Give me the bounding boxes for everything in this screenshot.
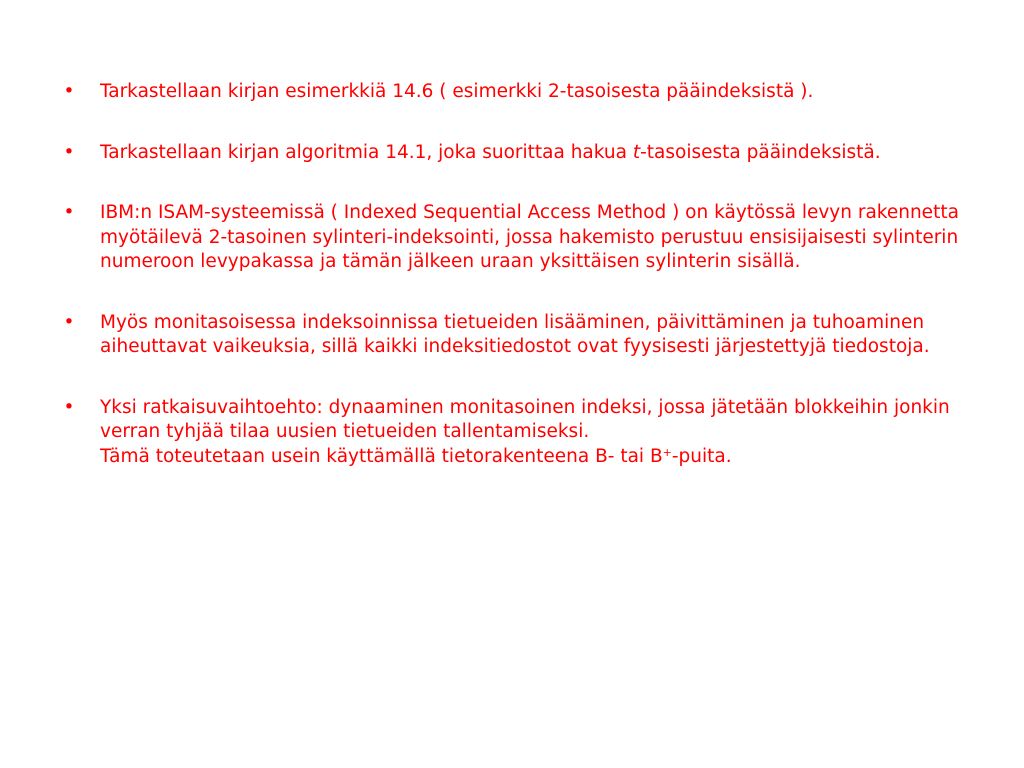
bullet-text-2 (100, 141, 982, 166)
bullet-item-3 (62, 201, 982, 275)
bullet-item-2 (62, 141, 982, 166)
bullet-text-3: IBM:n ISAM-systeemissä ( Indexed Sequential Access Method ) on käytössä levyn rakennetta myötäilevä 2-tasoinen sylinteri-indeksointi, jossa hakemisto perustuu ensisijaisesti sylinterin numeroon levypakassa ja tämän jälkeen uraan yksittäisen sylinterin sisällä. (100, 202, 959, 272)
bullet-icon: • (63, 396, 75, 418)
bullet-item-5 (62, 396, 982, 470)
bullet-text-2-italic: t (632, 141, 641, 163)
bullet-text-2-after: -tasoisesta pääindeksistä. (640, 141, 881, 163)
superscript-plus: + (662, 445, 672, 459)
bullet-text-5-line1: Yksi ratkaisuvaihtoehto: dynaaminen monitasoinen indeksi, jossa jätetään blokkeihin jonkin verran tyhjää tilaa uusien tietueiden tallentamiseksi. (100, 396, 950, 442)
bullet-item-4 (62, 311, 982, 360)
bullet-text-4: Myös monitasoisessa indeksoinnissa tietueiden lisääminen, päivittäminen ja tuhoaminen aiheuttavat vaikeuksia, sillä kaikki indeksitiedostot ovat fyysisesti järjestettyjä tiedostoja. (100, 311, 930, 357)
bullet-icon: • (63, 81, 75, 102)
bullet-icon: • (63, 202, 75, 223)
bullet-text-5-line2-after: -puita. (671, 445, 732, 467)
bullet-text-1: Tarkastellaan kirjan esimerkkiä 14.6 ( esimerkki 2-tasoisesta pääindeksistä ). (100, 81, 814, 102)
bullet-text-5-line2-before: Tämä toteutetaan usein käyttämällä tietorakenteena B- tai B (100, 445, 663, 467)
bullet-text-5 (100, 396, 982, 470)
bullet-list (62, 80, 982, 505)
bullet-text-2-before: Tarkastellaan kirjan algoritmia 14.1, joka suorittaa hakua (100, 141, 633, 163)
bullet-item-1 (62, 80, 982, 105)
bullet-icon: • (63, 311, 75, 333)
bullet-icon: • (63, 141, 75, 163)
